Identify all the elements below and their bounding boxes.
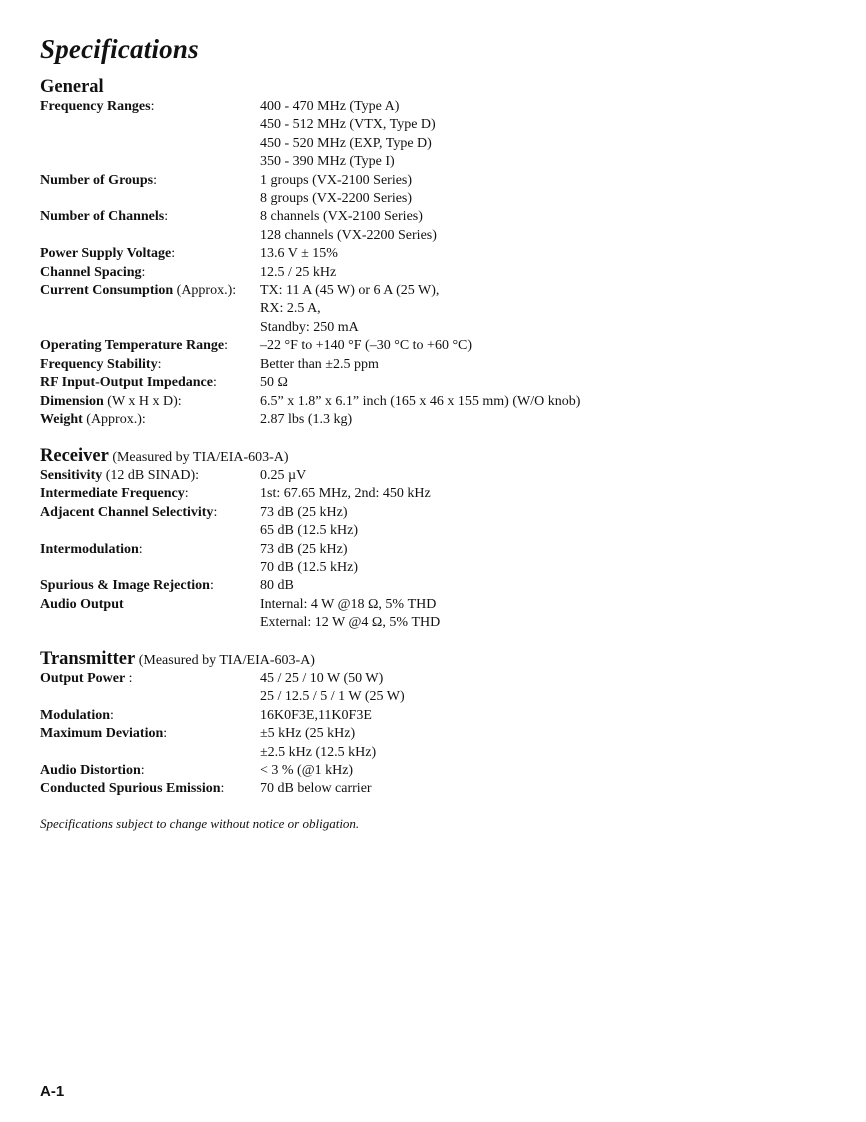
spec-values [260, 670, 840, 707]
spec-label-name: Audio Distortion [40, 763, 141, 779]
spec-values [260, 504, 840, 541]
spec-label-qualifier: : [209, 578, 214, 594]
spec-row [40, 707, 840, 725]
spec-value: 45 / 25 / 10 W (50 W) [260, 671, 384, 686]
spec-values [260, 374, 840, 392]
spec-label [40, 208, 260, 245]
spec-row [40, 393, 840, 411]
spec-label-name: RF Input-Output Impedance [40, 375, 213, 391]
spec-value: Better than ±2.5 ppm [260, 356, 379, 372]
spec-row [40, 172, 840, 209]
spec-values [260, 725, 840, 762]
spec-value: 70 dB (12.5 kHz) [260, 560, 358, 576]
spec-label-name: Intermodulation [40, 541, 139, 557]
spec-value: 73 dB (25 kHz) [260, 504, 348, 520]
spec-label [40, 670, 260, 707]
spec-values [260, 337, 840, 355]
spec-label [40, 245, 260, 263]
spec-label-name: Spurious & Image Rejection [40, 578, 210, 594]
spec-value: 450 - 512 MHz (VTX, Type D) [260, 117, 436, 133]
spec-value: 6.5” x 1.8” x 6.1” inch (165 x 46 x 155 mm) (W/O knob) [260, 393, 581, 409]
spec-label-name: Frequency Ranges [40, 99, 151, 114]
spec-row [40, 725, 840, 762]
spec-value: 12.5 / 25 kHz [260, 264, 337, 280]
spec-row [40, 541, 840, 578]
spec-label [40, 374, 260, 392]
spec-label [40, 393, 260, 411]
spec-row [40, 374, 840, 392]
spec-label-qualifier: : [212, 375, 217, 391]
spec-value: External: 12 W @4 Ω, 5% THD [260, 615, 441, 631]
spec-value: 400 - 470 MHz (Type A) [260, 99, 400, 114]
spec-row [40, 670, 840, 707]
spec-value: 1 groups (VX-2100 Series) [260, 172, 413, 188]
spec-value: 80 dB [260, 578, 294, 594]
spec-value: 16K0F3E,11K0F3E [260, 707, 372, 723]
spec-label-name: Sensitivity [40, 468, 103, 483]
spec-values [260, 485, 840, 503]
spec-label-name: Maximum Deviation [40, 726, 164, 742]
spec-values [260, 762, 840, 780]
spec-row [40, 98, 840, 172]
spec-label [40, 504, 260, 541]
section-heading [40, 445, 840, 467]
spec-label-qualifier: : [141, 264, 146, 280]
section-heading-text: Transmitter [40, 649, 136, 669]
spec-row [40, 282, 840, 337]
spec-label [40, 467, 260, 485]
section-general [40, 76, 840, 429]
page-title: Specifications [40, 34, 199, 64]
section-heading-note: (Measured by TIA/EIA-603-A) [135, 653, 315, 668]
spec-values [260, 172, 840, 209]
spec-label-qualifier: (W x H x D): [103, 393, 182, 409]
spec-values [260, 264, 840, 282]
spec-row [40, 762, 840, 780]
spec-row [40, 467, 840, 485]
spec-value: 73 dB (25 kHz) [260, 541, 348, 557]
spec-row [40, 245, 840, 263]
spec-value: 350 - 390 MHz (Type I) [260, 154, 395, 170]
spec-value: 70 dB below carrier [260, 781, 372, 797]
spec-values [260, 780, 840, 798]
spec-value: RX: 2.5 A, [260, 301, 321, 317]
spec-values [260, 707, 840, 725]
spec-label [40, 541, 260, 578]
spec-label-qualifier: : [184, 486, 189, 502]
spec-values [260, 411, 840, 429]
spec-value: 8 channels (VX-2100 Series) [260, 209, 423, 225]
spec-label [40, 282, 260, 337]
footnote: Specifications subject to change without notice or obligation. [40, 816, 360, 831]
spec-label [40, 264, 260, 282]
spec-row [40, 411, 840, 429]
spec-label-name: Weight [40, 411, 83, 427]
spec-label [40, 577, 260, 595]
spec-value: ±5 kHz (25 kHz) [260, 726, 356, 742]
spec-value: –22 °F to +140 °F (–30 °C to +60 °C) [260, 338, 473, 354]
spec-values [260, 393, 840, 411]
spec-value: 8 groups (VX-2200 Series) [260, 191, 413, 207]
spec-row [40, 485, 840, 503]
spec-label [40, 762, 260, 780]
spec-row [40, 337, 840, 355]
spec-row [40, 577, 840, 595]
spec-label [40, 725, 260, 762]
section-heading-text: General [40, 77, 104, 97]
section-transmitter [40, 648, 840, 799]
spec-label [40, 98, 260, 172]
spec-values [260, 282, 840, 337]
spec-row [40, 504, 840, 541]
spec-label-name: Frequency Stability [40, 356, 158, 372]
section-heading-text: Receiver [40, 446, 109, 466]
spec-value: 2.87 lbs (1.3 kg) [260, 411, 353, 427]
spec-label-name: Adjacent Channel Selectivity [40, 504, 214, 520]
spec-label-qualifier: : [163, 726, 168, 742]
spec-row [40, 356, 840, 374]
spec-label [40, 172, 260, 209]
spec-value: ±2.5 kHz (12.5 kHz) [260, 744, 377, 760]
spec-label-qualifier: : [138, 541, 143, 557]
spec-label [40, 707, 260, 725]
page-number: A-1 [40, 1083, 65, 1100]
spec-label [40, 780, 260, 798]
spec-label-qualifier: : [164, 209, 169, 225]
spec-label-qualifier: : [224, 338, 228, 354]
spec-value: 13.6 V ± 15% [260, 246, 338, 262]
spec-label-qualifier: : [157, 356, 162, 372]
spec-row [40, 264, 840, 282]
spec-label-name: Channel Spacing [40, 264, 142, 280]
spec-label-name: Power Supply Voltage [40, 246, 172, 262]
spec-label-qualifier: (Approx.): [82, 411, 146, 427]
spec-label-name: Operating Temperature Range [40, 338, 225, 354]
spec-label-name: Output Power [40, 671, 126, 686]
section-heading [40, 648, 840, 670]
spec-values [260, 596, 840, 633]
spec-label-qualifier: : [140, 763, 145, 779]
spec-label [40, 356, 260, 374]
spec-value: TX: 11 A (45 W) or 6 A (25 W), [260, 283, 440, 299]
spec-value: 1st: 67.65 MHz, 2nd: 450 kHz [260, 486, 431, 502]
spec-label-name: Number of Groups [40, 172, 154, 188]
spec-label-qualifier: (Approx.): [173, 283, 237, 299]
section-receiver [40, 445, 840, 633]
spec-label-qualifier: (12 dB SINAD): [102, 468, 200, 483]
spec-label-qualifier: : [110, 707, 114, 723]
spec-row [40, 208, 840, 245]
spec-label-qualifier: : [220, 781, 225, 797]
spec-label-name: Current Consumption [40, 283, 174, 299]
spec-label [40, 337, 260, 355]
spec-label-name: Intermediate Frequency [40, 486, 185, 502]
spec-label-qualifier: : [171, 246, 176, 262]
spec-values [260, 577, 840, 595]
spec-label-name: Audio Output [40, 596, 124, 612]
spec-label-name: Number of Channels [40, 209, 165, 225]
section-heading-note: (Measured by TIA/EIA-603-A) [108, 450, 289, 465]
spec-row [40, 780, 840, 798]
spec-label-qualifier: : [153, 172, 157, 188]
spec-value: 50 Ω [260, 375, 288, 391]
spec-label-name: Conducted Spurious Emission [40, 781, 221, 797]
spec-values [260, 356, 840, 374]
spec-label-qualifier: : [213, 504, 218, 520]
spec-label-qualifier: : [150, 99, 155, 114]
spec-value: 450 - 520 MHz (EXP, Type D) [260, 135, 432, 151]
spec-label-name: Dimension [40, 393, 104, 409]
section-heading [40, 76, 840, 98]
spec-value: < 3 % (@1 kHz) [260, 763, 354, 779]
spec-row [40, 596, 840, 633]
spec-values [260, 208, 840, 245]
spec-values [260, 467, 840, 485]
spec-value: 65 dB (12.5 kHz) [260, 523, 358, 539]
spec-value: 25 / 12.5 / 5 / 1 W (25 W) [260, 689, 405, 705]
spec-value: Internal: 4 W @18 Ω, 5% THD [260, 596, 437, 612]
spec-label [40, 411, 260, 429]
spec-label [40, 596, 260, 633]
spec-value: Standby: 250 mA [260, 319, 359, 335]
spec-label [40, 485, 260, 503]
spec-values [260, 245, 840, 263]
spec-values [260, 98, 840, 172]
spec-values [260, 541, 840, 578]
spec-label-qualifier: : [125, 671, 133, 686]
spec-value: 128 channels (VX-2200 Series) [260, 227, 437, 243]
spec-label-name: Modulation [40, 707, 111, 723]
spec-value: 0.25 µV [260, 468, 307, 483]
